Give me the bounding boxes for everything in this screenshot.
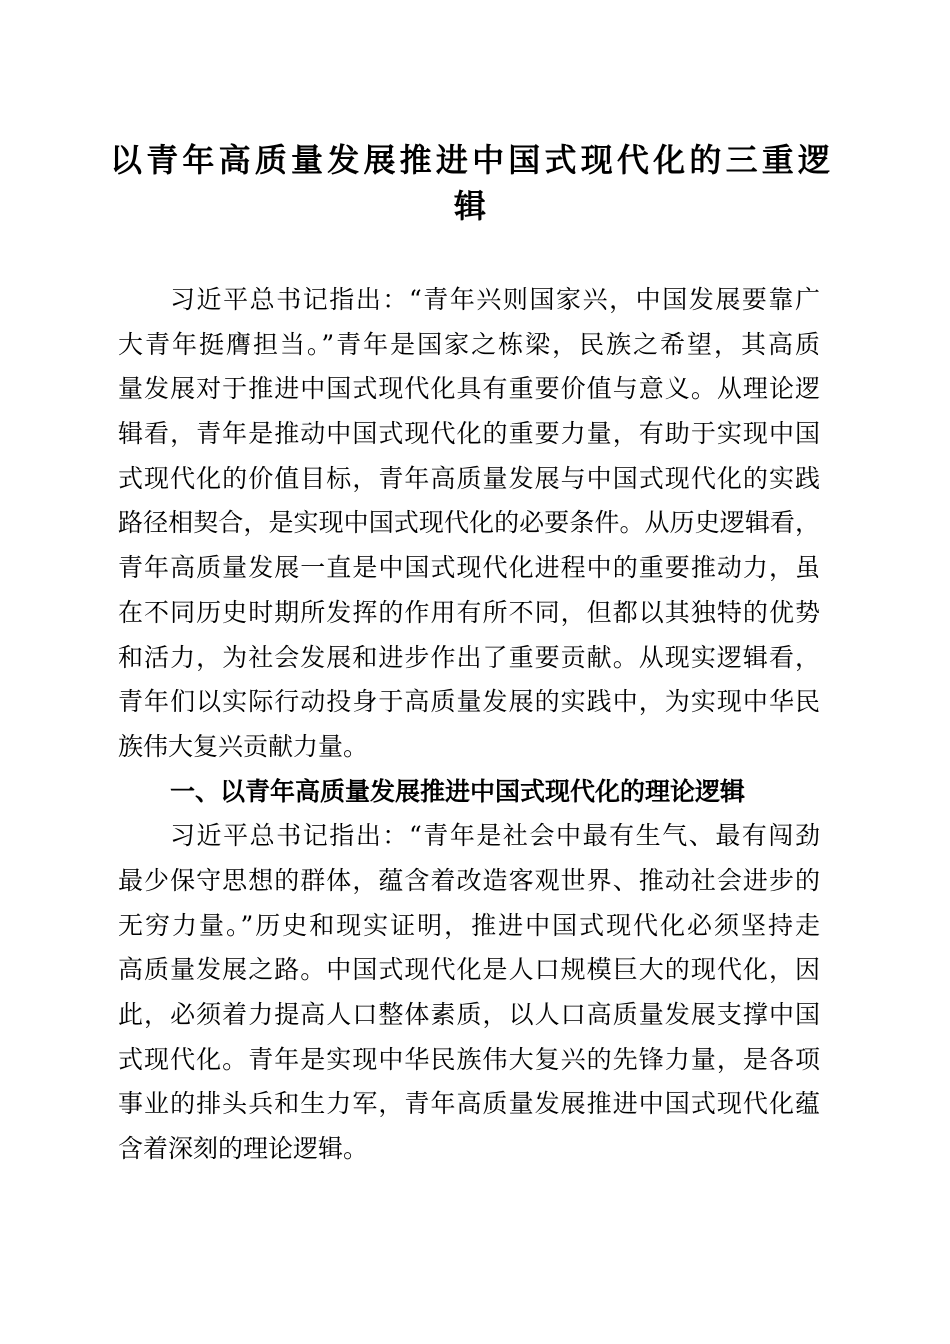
text-line: 无穷力量。”历史和现实证明，推进中国式现代化必须坚持走 [118,910,820,940]
text-line: 青年高质量发展一直是中国式现代化进程中的重要推动力，虽 [118,553,820,583]
text-line: 大青年挺膺担当。”青年是国家之栋梁，民族之希望，其高质 [118,329,820,359]
text-line: 此，必须着力提高人口整体素质，以人口高质量发展支撑中国 [118,1000,820,1029]
text-line: 路径相契合，是实现中国式现代化的必要条件。从历史逻辑看， [118,508,820,538]
title-line: 辑 [453,187,486,225]
text-line: 含着深刻的理论逻辑。 [118,1134,369,1164]
text-line: 量发展对于推进中国式现代化具有重要价值与意义。从理论逻 [118,374,820,404]
document-body [118,278,820,1172]
text-line: 族伟大复兴贡献力量。 [118,731,369,761]
text-line: 在不同历史时期所发挥的作用有所不同，但都以其独特的优势 [118,597,820,627]
text-line: 青年们以实际行动投身于高质量发展的实践中，为实现中华民 [118,687,820,717]
intro-paragraph [118,278,820,770]
text-line: 事业的排头兵和生力军，青年高质量发展推进中国式现代化蕴 [118,1089,820,1119]
text-line: 式现代化的价值目标，青年高质量发展与中国式现代化的实践 [118,463,820,493]
document-title [110,137,830,229]
text-line: 和活力，为社会发展和进步作出了重要贡献。从现实逻辑看， [118,642,820,672]
text-line: 高质量发展之路。中国式现代化是人口规模巨大的现代化，因 [118,955,820,985]
text-line: 最少保守思想的群体，蕴含着改造客观世界、推动社会进步的 [118,865,820,895]
section-heading: 一、以青年高质量发展推进中国式现代化的理论逻辑 [170,776,746,806]
text-line: 辑看，青年是推动中国式现代化的重要力量，有助于实现中国 [118,419,820,449]
text-line: 习近平总书记指出：“青年兴则国家兴，中国发展要靠广 [170,285,820,314]
section-paragraph [118,814,820,1172]
text-line: 式现代化。青年是实现中华民族伟大复兴的先锋力量，是各项 [118,1044,820,1074]
text-line: 习近平总书记指出：“青年是社会中最有生气、最有闯劲 [170,821,820,851]
title-line: 以青年高质量发展推进中国式现代化的三重逻 [110,141,830,179]
